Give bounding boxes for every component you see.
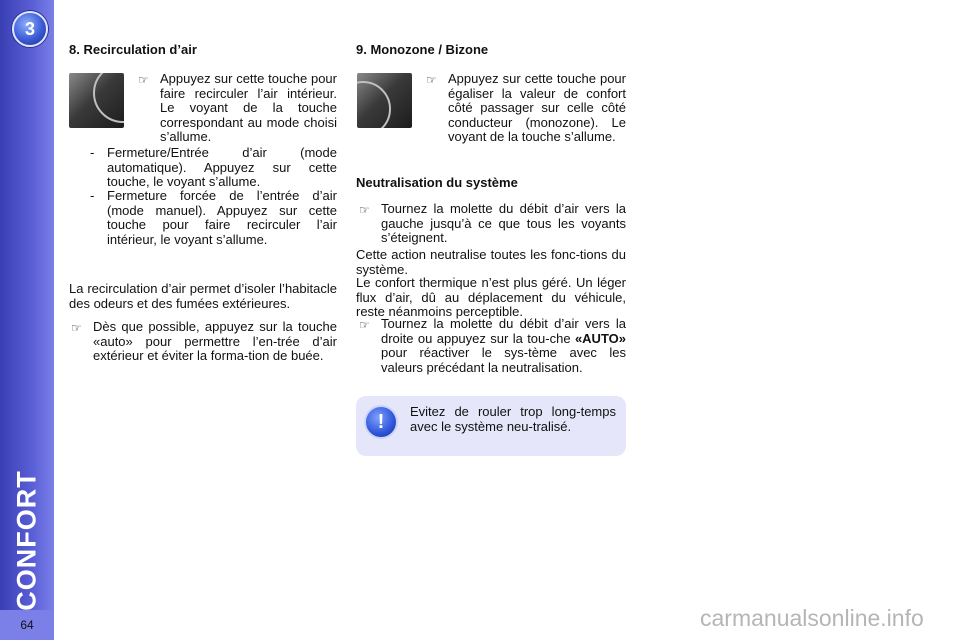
chapter-title-text: CONFORT <box>11 469 42 611</box>
hand-pointer-icon: ☞ <box>426 73 437 87</box>
warning-note-text: Evitez de rouler trop long-temps avec le système neu-tralisé. <box>410 404 616 434</box>
recirculation-paragraph <box>69 282 337 311</box>
neutralisation-step2-text <box>381 317 626 375</box>
step2-text-end: pour réactiver le sys-tème avec les valeurs précédant la neutralisation. <box>381 345 626 375</box>
warning-note <box>410 405 616 434</box>
recirculation-tip <box>93 320 337 364</box>
watermark: carmanualsonline.info <box>700 605 924 631</box>
recirculation-item-manual-text: Fermeture forcée de l’entrée d’air (mode manuel). Appuyez sur cette touche pour faire recirculer l’air intérieur, le voyant s’allume. <box>107 188 337 247</box>
step2-text-start: Tournez la molette du débit d’air vers la droite ou appuyez sur la tou-che <box>381 316 626 346</box>
neutralisation-paragraph-1-text: Cette action neutralise toutes les fonc-tions du système. <box>356 247 626 277</box>
neutralisation-paragraph-2 <box>356 276 626 320</box>
chapter-number-badge: 3 <box>12 11 48 47</box>
recirculation-item-manual <box>107 189 337 247</box>
page-number: 64 <box>0 610 54 640</box>
dash-marker: - <box>90 188 95 203</box>
neutralisation-paragraph-2-text: Le confort thermique n’est plus géré. Un léger flux d’air, dû au déplacement du véhicule, reste néanmoins perceptible. <box>356 275 626 319</box>
dial-shape <box>357 81 391 128</box>
hand-pointer-icon: ☞ <box>359 318 370 332</box>
recirculation-paragraph-text: La recirculation d’air permet d’isoler l’habitacle des odeurs et des fumées extérieures. <box>69 281 337 311</box>
hand-pointer-icon: ☞ <box>71 321 82 335</box>
dash-marker: - <box>90 145 95 160</box>
neutralisation-step1-text: Tournez la molette du débit d’air vers la gauche jusqu’à ce que tous les voyants s’éteignent. <box>381 201 626 245</box>
dial-shape <box>93 73 124 123</box>
neutralisation-step2 <box>381 317 626 375</box>
neutralisation-step1 <box>381 202 626 246</box>
exclamation-icon: ! <box>364 405 398 439</box>
auto-keyword: «AUTO» <box>574 330 626 346</box>
section-heading-recirculation: 8. Recirculation d’air <box>69 42 197 57</box>
recirculation-intro-text: Appuyez sur cette touche pour faire recirculer l’air intérieur. Le voyant de la touche correspondant au mode choisi s’allume. <box>160 71 337 144</box>
hand-pointer-icon: ☞ <box>359 203 370 217</box>
monozone-intro-text: Appuyez sur cette touche pour égaliser la valeur de confort côté passager sur celle côté conducteur (monozone). Le voyant de la touche s’allume. <box>448 71 626 144</box>
hand-pointer-icon: ☞ <box>138 73 149 87</box>
recirculation-tip-text: Dès que possible, appuyez sur la touche «auto» pour permettre l’en-trée d’air extérieur et éviter la forma-tion de buée. <box>93 319 337 363</box>
recirculation-intro <box>160 72 337 145</box>
chapter-title <box>4 469 50 611</box>
section-heading-neutralisation: Neutralisation du système <box>356 175 518 190</box>
monozone-button-photo <box>357 73 412 128</box>
monozone-intro <box>448 72 626 145</box>
recirculation-button-photo <box>69 73 124 128</box>
neutralisation-paragraph-1 <box>356 248 626 277</box>
recirculation-item-auto <box>107 146 337 190</box>
section-heading-monozone: 9. Monozone / Bizone <box>356 42 489 57</box>
recirculation-item-auto-text: Fermeture/Entrée d’air (mode automatique). Appuyez sur cette touche, le voyant s’allume. <box>107 145 337 189</box>
